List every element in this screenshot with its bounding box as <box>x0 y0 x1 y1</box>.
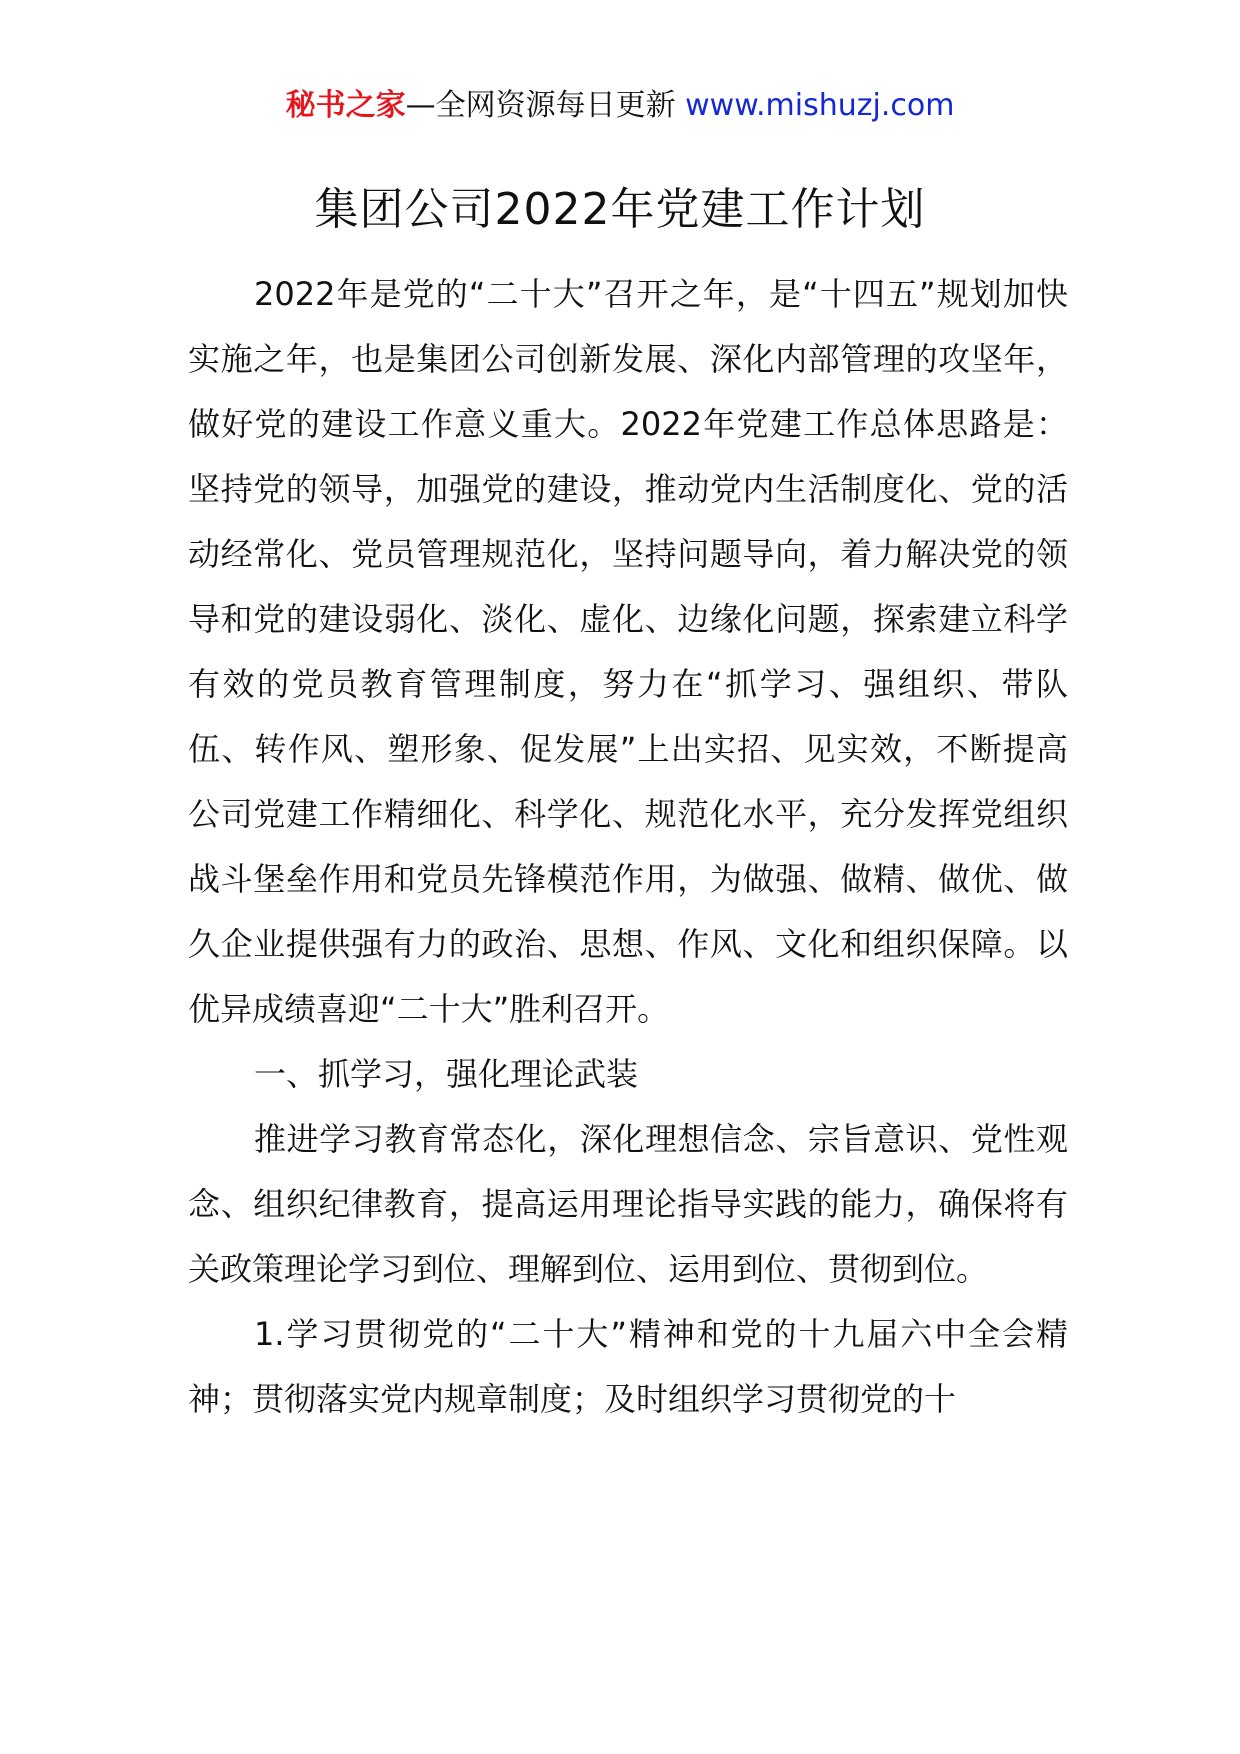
section-heading-1: 一、抓学习，强化理论武装 <box>254 1055 639 1093</box>
brand-name: 秘书之家 <box>285 88 406 123</box>
paragraph-intro: 2022年是党的“二十大”召开之年，是“十四五”规划加快实施之年，也是集团公司创新发展、深化内部管理的攻坚年，做好党的建设工作意义重大。2022年党建工作总体思路是：坚持党的领导，加强党的建设，推动党内生活制度化、党的活动经常化、党员管理规范化，坚持问题导向，着力解决党的领导和党的建设弱化、淡化、虚化、边缘化问题，探索建立科学有效的党员教育管理制度，努力在“抓学习、强组织、带队伍、转作风、塑形象、促发展”上出实招、见实效，不断提高公司党建工作精细化、科学化、规范化水平，充分发挥党组织战斗堡垒作用和党员先锋模范作用，为做强、做精、做优、做久企业提供强有力的政治、思想、作风、文化和组织保障。以优异成绩喜迎“二十大”胜利召开。 <box>188 275 1068 1028</box>
document-body <box>188 262 1068 1432</box>
paragraph-item-1: 1.学习贯彻党的“二十大”精神和党的十九届六中全会精神；贯彻落实党内规章制度；及时组织学习贯彻党的十 <box>188 1315 1068 1418</box>
site-header <box>0 86 1240 126</box>
document-title: 集团公司2022年党建工作计划 <box>314 184 926 235</box>
site-url-link[interactable]: www.mishuzj.com <box>685 88 955 123</box>
paragraph-section-1: 推进学习教育常态化，深化理想信念、宗旨意识、党性观念、组织纪律教育，提高运用理论指导实践的能力，确保将有关政策理论学习到位、理解到位、运用到位、贯彻到位。 <box>188 1120 1068 1288</box>
header-tagline: —全网资源每日更新 <box>405 88 686 123</box>
